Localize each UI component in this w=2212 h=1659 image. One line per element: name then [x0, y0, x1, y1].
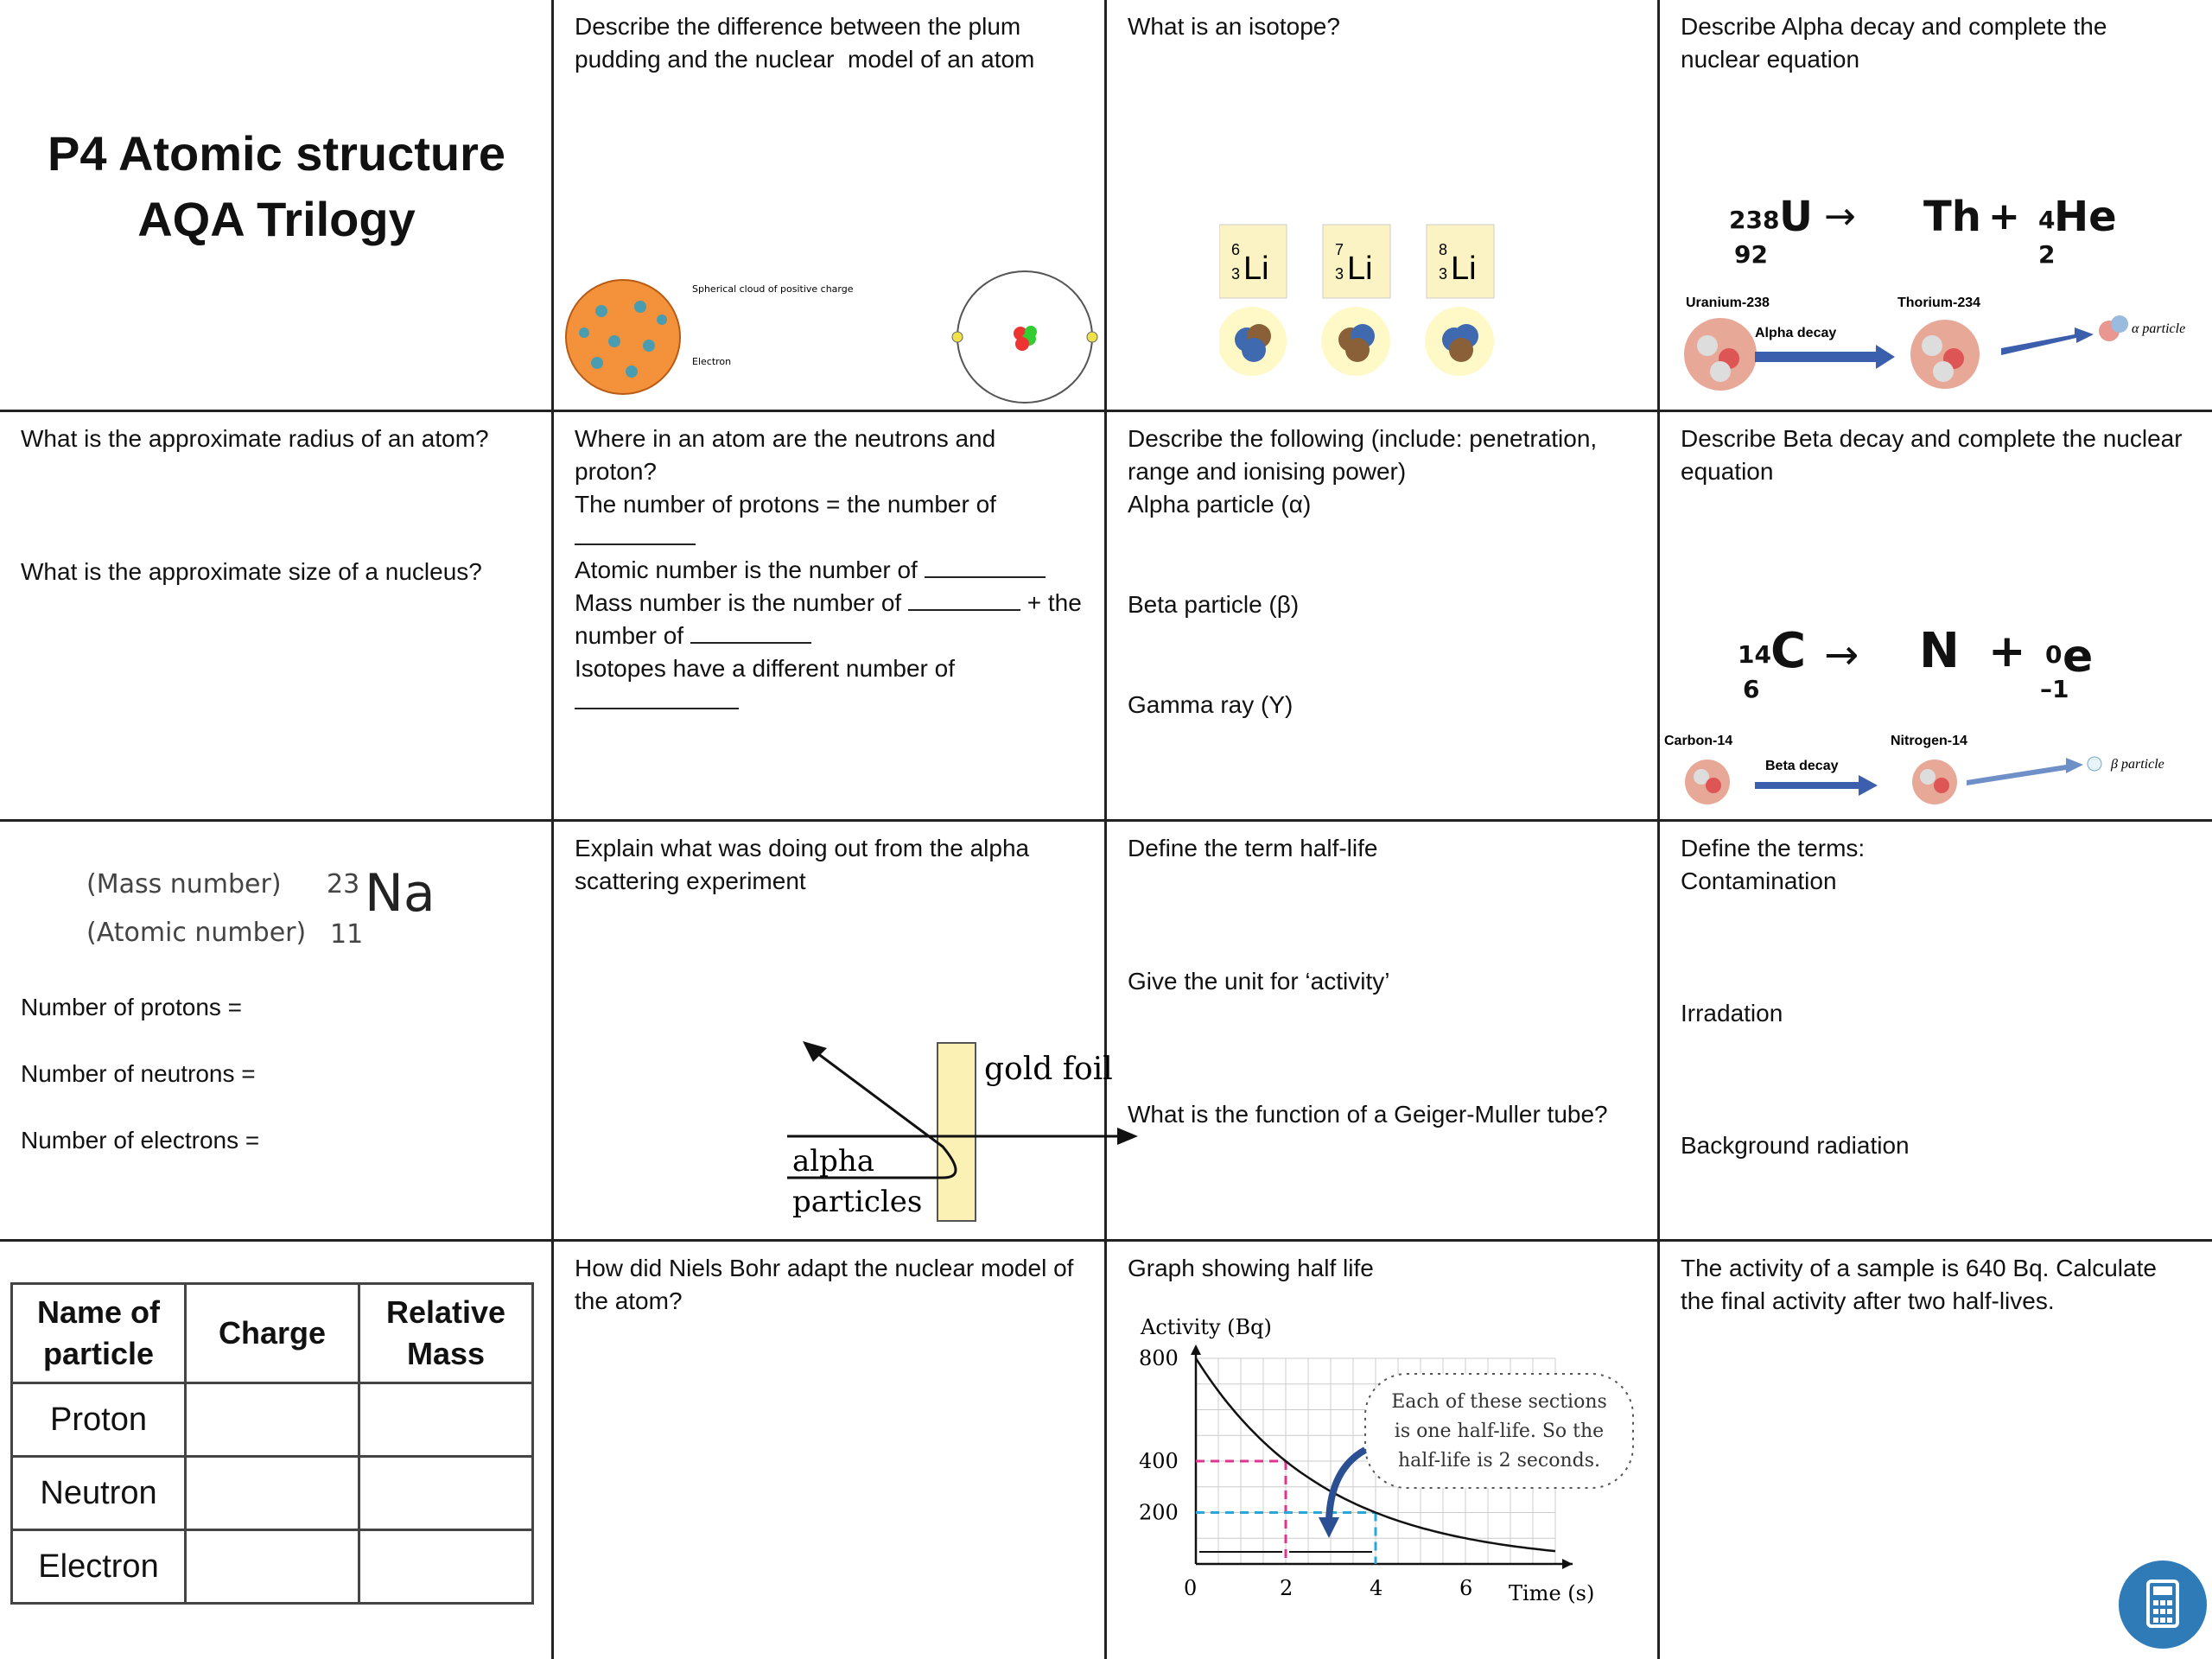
page-title	[0, 121, 553, 252]
question-text: Describe Alpha decay and complete the nuclear equation	[1681, 13, 2114, 73]
svg-text:7: 7	[1335, 241, 1344, 258]
annotation-text: Each of these sections is one half-life. So the half-life is 2 seconds.	[1391, 1391, 1607, 1471]
question-text: Define the terms:	[1681, 835, 1866, 861]
cell-atom-size	[0, 412, 551, 819]
cell-bohr	[554, 1242, 1104, 1659]
svg-text:Li: Li	[1451, 251, 1477, 287]
alpha-decay-figure	[1669, 289, 2204, 402]
particle-name: Proton	[12, 1383, 186, 1457]
gold-foil	[938, 1043, 976, 1221]
atomic-number: 92	[1734, 240, 1768, 269]
question-text: How did Niels Bohr adapt the nuclear model of the atom?	[575, 1255, 1081, 1314]
mass-number: 4	[2038, 206, 2056, 234]
question-text: The activity of a sample is 640 Bq. Calculate the final activity after two half-lives.	[1681, 1255, 2164, 1314]
question-text: Number of neutrons =	[21, 1060, 256, 1087]
question-text: Explain what was doing out from the alpha scattering experiment	[575, 835, 1036, 894]
particle-name: Electron	[12, 1530, 186, 1604]
answer-blank[interactable]	[690, 621, 811, 644]
question-text: Number of protons =	[21, 994, 243, 1020]
cell-isotope	[1107, 0, 1657, 410]
orbit-electron	[1087, 332, 1097, 342]
alpha-scattering-figure	[779, 1034, 1150, 1242]
question-text: Gamma ray (Y)	[1128, 691, 1294, 718]
half-life-chart	[1123, 1305, 1642, 1607]
column-header: Name of particle	[12, 1284, 186, 1383]
alpha-equation	[1729, 193, 2178, 270]
mass-number: 238	[1729, 206, 1780, 234]
cell-radiation-types	[1107, 412, 1657, 819]
nucleus-label: Carbon-14	[1664, 734, 1733, 748]
answer-blank[interactable]	[908, 588, 1020, 611]
sodium-notation	[86, 863, 449, 963]
particle-label: β particle	[2111, 757, 2164, 772]
mass-number: 14	[1738, 640, 1771, 669]
title-line: P4 Atomic structure	[47, 126, 506, 181]
atom-models-figure	[563, 259, 1098, 423]
question-text: Number of electrons =	[21, 1127, 260, 1154]
question-text: Atomic number is the number of	[575, 556, 918, 583]
plum-label: Electron	[692, 356, 732, 367]
cell-contamination	[1660, 822, 2212, 1239]
nucleus-label: Nitrogen-14	[1891, 734, 1967, 748]
cell-beta-decay	[1660, 412, 2212, 819]
question-text: Graph showing half life	[1128, 1255, 1374, 1281]
plus-sign: +	[1988, 626, 2026, 677]
atomic-number: –1	[2040, 675, 2069, 703]
question-text: Where in an atom are the neutrons and proton?	[575, 425, 996, 485]
particle-name: Neutron	[12, 1457, 186, 1530]
question-text: Describe the following (include: penetration, range and ionising power)	[1128, 425, 1604, 485]
calculator-icon[interactable]	[2119, 1560, 2207, 1649]
table-row	[12, 1383, 533, 1457]
question-text: Background radiation	[1681, 1132, 1910, 1159]
reaction-arrow: →	[1824, 194, 1856, 238]
element-symbol: e	[2063, 631, 2094, 683]
particles-label: particles	[792, 1185, 923, 1219]
beta-equation	[1738, 623, 2187, 704]
cell-alpha-decay	[1660, 0, 2212, 410]
orbit-electron	[952, 332, 963, 342]
isotope-card	[1321, 225, 1390, 376]
atomic-number-label: (Atomic number)	[86, 918, 307, 948]
particles-label: alpha	[792, 1144, 875, 1179]
question-text: Alpha particle (α)	[1128, 491, 1312, 518]
cell-alpha-scattering	[554, 822, 1113, 1239]
answer-blank[interactable]	[925, 556, 1046, 578]
svg-text:6: 6	[1231, 241, 1241, 258]
question-text: What is the approximate size of a nucleus?	[21, 558, 482, 585]
plus-sign: +	[1988, 194, 2020, 238]
particle-label: α particle	[2132, 321, 2186, 336]
element-symbol: Na	[365, 863, 435, 924]
question-text: Isotopes have a different number of	[575, 655, 955, 682]
reaction-arrow: →	[1824, 631, 1859, 679]
question-text: Mass number is the number of	[575, 589, 902, 616]
process-label: Beta decay	[1765, 759, 1839, 773]
column-header: Charge	[186, 1284, 359, 1383]
question-text: Beta particle (β)	[1128, 591, 1300, 618]
y-tick-label: 200	[1139, 1500, 1179, 1525]
y-tick-label: 800	[1139, 1346, 1179, 1370]
question-text: Give the unit for ‘activity’	[1128, 968, 1390, 995]
svg-text:3: 3	[1231, 265, 1241, 283]
isotope-card	[1219, 225, 1287, 376]
process-label: Alpha decay	[1755, 326, 1837, 340]
x-tick-label: 0	[1184, 1576, 1198, 1600]
svg-text:3: 3	[1335, 265, 1344, 283]
product-symbol: N	[1919, 623, 1960, 679]
atomic-number: 2	[2038, 240, 2056, 269]
answer-cell[interactable]	[186, 1383, 359, 1457]
question-text: What is an isotope?	[1128, 13, 1340, 40]
y-tick-label: 400	[1139, 1449, 1179, 1473]
x-tick-label: 4	[1370, 1576, 1383, 1600]
isotope-card	[1425, 225, 1494, 376]
table-row	[12, 1457, 533, 1530]
svg-text:Li: Li	[1243, 251, 1269, 287]
x-axis-label: Time (s)	[1509, 1581, 1595, 1605]
answer-blank[interactable]	[575, 523, 696, 545]
question-text: Define the term half-life	[1128, 835, 1378, 861]
x-tick-label: 6	[1459, 1576, 1473, 1600]
particle-table	[10, 1282, 534, 1605]
nucleus-label: Uranium-238	[1686, 296, 1770, 310]
cell-sodium	[0, 822, 551, 1239]
mass-number-label: (Mass number)	[86, 869, 282, 899]
cell-atom-structure	[554, 412, 1104, 819]
table-header	[12, 1284, 533, 1383]
element-symbol: He	[2054, 193, 2117, 241]
question-text: Irradation	[1681, 1000, 1783, 1027]
product-symbol: Th	[1923, 193, 1981, 241]
calculator-glyph	[2119, 1560, 2207, 1649]
beta-decay-figure	[1660, 732, 2196, 818]
mass-number: 23	[327, 869, 360, 899]
cell-half-life	[1107, 822, 1657, 1239]
foil-label: gold foil	[984, 1052, 1113, 1087]
answer-cell[interactable]	[359, 1457, 533, 1530]
question-text: Contamination	[1681, 868, 1837, 894]
cell-plum-pudding	[554, 0, 1104, 410]
element-symbol: U	[1779, 193, 1813, 241]
answer-blank[interactable]	[575, 687, 739, 709]
question-text: What is the approximate radius of an atom?	[21, 425, 489, 452]
question-text: Describe Beta decay and complete the nuclear equation	[1681, 425, 2190, 485]
lithium-isotopes-figure	[1219, 220, 1530, 393]
answer-cell[interactable]	[359, 1383, 533, 1457]
table-row	[12, 1530, 533, 1604]
title-line: AQA Trilogy	[137, 192, 416, 246]
process-arrow	[1755, 775, 1878, 796]
atomic-number: 6	[1743, 675, 1760, 703]
question-text: + the number of	[575, 589, 1082, 649]
question-text: What is the function of a Geiger-Muller tube?	[1128, 1101, 1608, 1128]
answer-cell[interactable]	[359, 1530, 533, 1604]
answer-cell[interactable]	[186, 1457, 359, 1530]
svg-text:3: 3	[1439, 265, 1448, 283]
x-tick-label: 2	[1280, 1576, 1294, 1600]
answer-cell[interactable]	[186, 1530, 359, 1604]
mass-number: 0	[2045, 640, 2063, 669]
nucleus-label: Thorium-234	[1897, 296, 1981, 310]
svg-text:Li: Li	[1347, 251, 1373, 287]
y-axis-label: Activity (Bq)	[1141, 1315, 1272, 1339]
element-symbol: C	[1770, 623, 1807, 679]
question-text: Describe the difference between the plum pudding and the nuclear model of an atom	[575, 13, 1035, 73]
atomic-number: 11	[330, 919, 364, 950]
annotation-arrow	[1329, 1450, 1365, 1521]
question-text: The number of protons = the number of	[575, 491, 996, 518]
process-arrow	[1755, 345, 1895, 369]
plum-label: Spherical cloud of positive charge	[692, 283, 854, 295]
svg-text:8: 8	[1439, 241, 1448, 258]
column-header: Relative Mass	[359, 1284, 533, 1383]
